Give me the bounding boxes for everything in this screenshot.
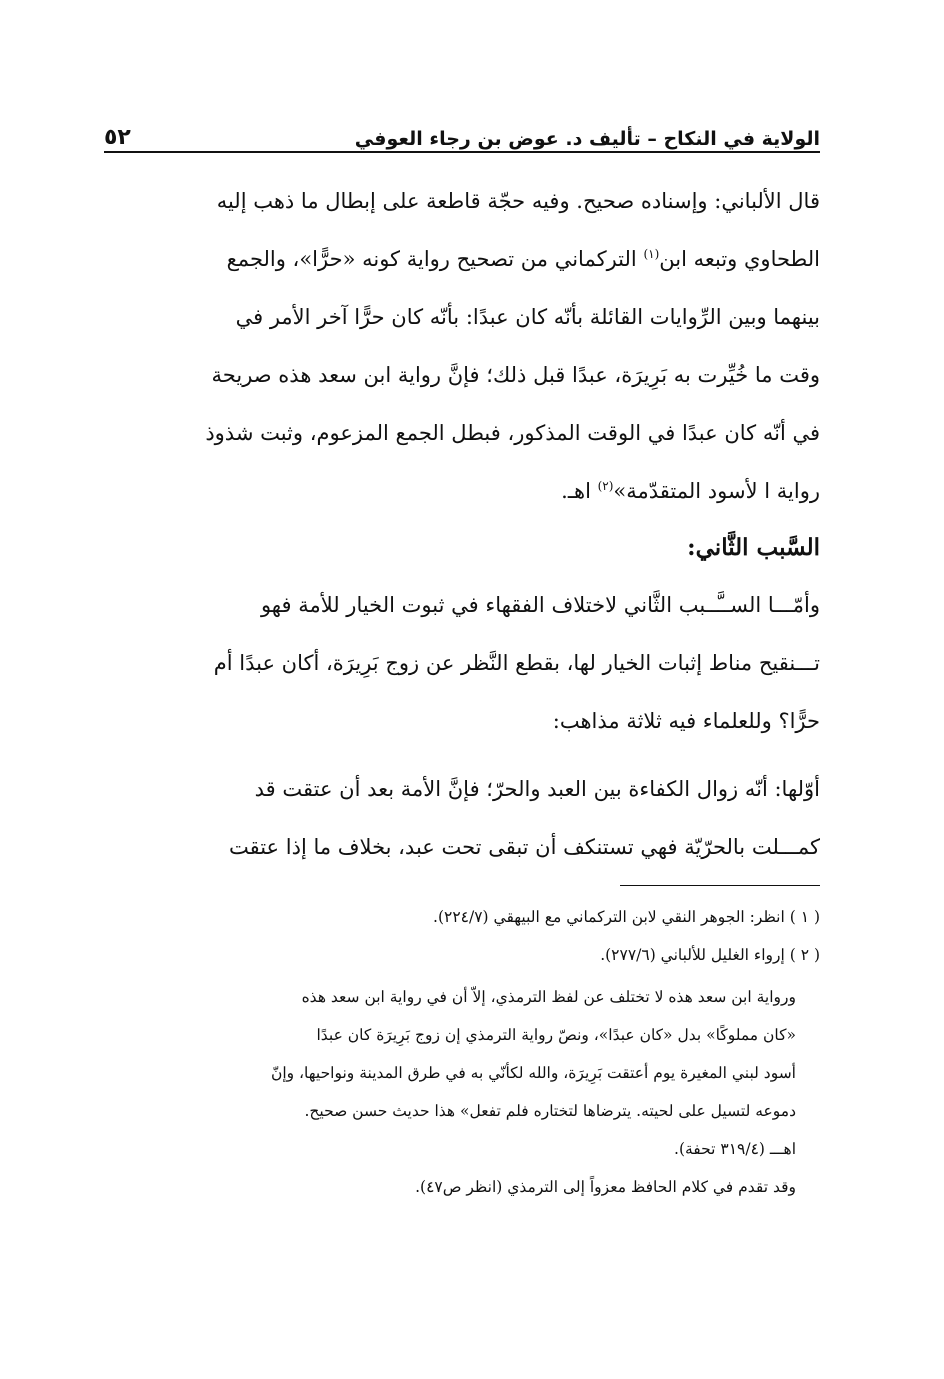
footnote-2-continuation (130, 978, 796, 1206)
paragraph-second-reason (104, 576, 820, 750)
text-line: حرًّا؟ وللعلماء فيه ثلاثة مذاهب: (552, 709, 820, 733)
text-line: وقت ما خُيِّرت به بَرِيرَة، عبدًا قبل ذلك؛ فإنَّ رواية ابن سعد هذه صريحة (211, 363, 820, 387)
page-number: ٥٢ (104, 125, 131, 150)
text-line: قال الألباني: وإسناده صحيح. وفيه حجّة قاطعة على إبطال ما ذهب إليه (216, 189, 820, 213)
text-line: تـــنقيح مناط إثبات الخيار لها، بقطع النَّظر عن زوج بَرِيرَة، أكان عبدًا أم (213, 651, 820, 675)
text-line: أوّلها: أنّه زوال الكفاءة بين العبد والحرّ؛ فإنَّ الأمة بعد أن عتقت قد (254, 777, 820, 801)
text-line: في أنّه كان عبدًا في الوقت المذكور، فبطل الجمع المزعوم، وثبت شذوذ (205, 421, 820, 445)
text-line (104, 462, 820, 520)
running-header (104, 110, 820, 150)
text-line: وأمّـــا الســَّــبب الثَّاني لاختلاف الفقهاء في ثبوت الخيار للأمة فهو (260, 593, 820, 617)
main-text (104, 172, 820, 876)
footnote-line: أسود لبني المغيرة يوم أعتقت بَرِيرَة، والله لكأنّي به في طرق المدينة ونواحيها، وإنّ (270, 1064, 796, 1082)
text-segment: الطحاوي وتبعه ابن (659, 247, 820, 271)
text-segment: التركماني من تصحيح رواية كونه «حرًّا»، والجمع (226, 247, 644, 271)
text-segment: رواية ا لأسود المتقدّمة» (613, 479, 820, 503)
text-line: كمـــلت بالحرّيّة فهي تستنكف أن تبقى تحت عبد، بخلاف ما إذا عتقت (228, 835, 820, 859)
footnote-line: «كان مملوكًا» بدل «كان عبدًا»، ونصّ رواية الترمذي إن زوج بَرِيرَة كان عبدًا (316, 1026, 796, 1044)
text-line (104, 230, 820, 288)
section-heading: السَّبب الثَّاني: (687, 534, 820, 561)
footnote-line: دموعه لتسيل على لحيته. يترضاها لتختاره فلم تفعل» هذا حديث حسن صحيح. (304, 1102, 796, 1120)
footnote-line: ورواية ابن سعد هذه لا تختلف عن لفظ الترمذي، إلاّ أن في رواية ابن سعد هذه (301, 988, 796, 1006)
footnote-line: اهـــ (٣١٩/٤ تحفة). (674, 1140, 796, 1158)
header-rule (104, 151, 820, 153)
footnote-1: ( ١ ) انظر: الجوهر النقي لابن التركماني مع البيهقي (٢٢٤/٧). (433, 908, 820, 926)
footnotes (130, 898, 820, 1206)
footnote-line: وقد تقدم في كلام الحافظ معزواً إلى الترمذي (انظر ص٤٧). (415, 1178, 796, 1196)
text-segment: اهـ. (561, 479, 598, 503)
footnote-2: ( ٢ ) إرواء الغليل للألباني (٢٧٧/٦). (600, 946, 820, 964)
text-line: بينهما وبين الرِّوايات القائلة بأنّه كان عبدًا: بأنّه كان حرًّا آخر الأمر في (235, 305, 820, 329)
paragraph-first-opinion (104, 760, 820, 876)
paragraph-albani-quote (104, 172, 820, 520)
footnote-ref-2: (٢) (597, 479, 614, 493)
book-title: الولاية في النكاح – تأليف د. عوض بن رجاء العوفي (354, 128, 820, 150)
footnote-ref-1: (١) (643, 247, 660, 261)
footnote-separator (620, 885, 820, 886)
